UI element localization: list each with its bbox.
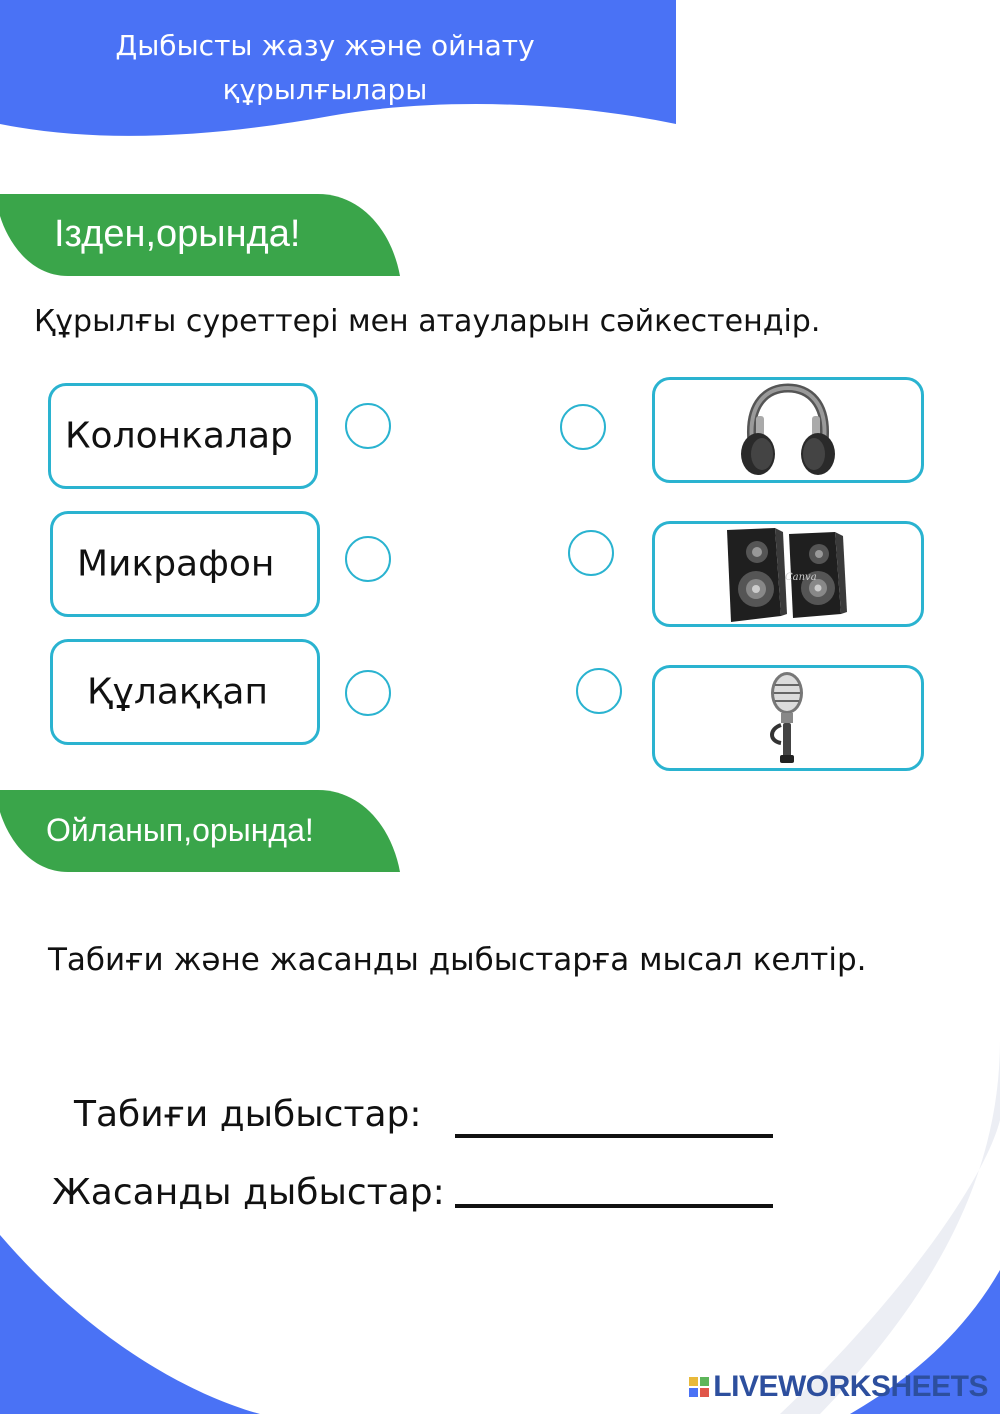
brand-name: LIVEWORKSHEETS (713, 1370, 988, 1403)
word-card-microphone[interactable] (50, 511, 320, 617)
brand-logo-icon (689, 1377, 709, 1397)
word-card-speakers[interactable] (48, 383, 318, 489)
page-title-line-1: Дыбысты жазу және ойнату (115, 29, 535, 62)
natural-sounds-label: Табиғи дыбыстар: (74, 1094, 422, 1135)
image-card-speakers[interactable] (652, 521, 924, 627)
microphone-icon (763, 669, 813, 767)
natural-sounds-answer-line[interactable] (455, 1134, 773, 1138)
section-tag-think: Ойланып,орында! (46, 812, 314, 848)
match-dot-left-2[interactable] (345, 536, 391, 582)
matching-instruction: Құрылғы суреттері мен атауларын сәйкестендір. (34, 304, 821, 339)
word-label: Колонкалар (65, 415, 293, 457)
word-label: Құлаққап (87, 671, 269, 713)
match-dot-right-2[interactable] (568, 530, 614, 576)
canva-watermark: Canva (785, 572, 817, 583)
image-card-headphones[interactable] (652, 377, 924, 483)
page-title-line-2: құрылғылары (222, 73, 428, 106)
bottom-swoosh-blue (0, 1235, 260, 1414)
match-dot-right-1[interactable] (560, 404, 606, 450)
match-dot-left-3[interactable] (345, 670, 391, 716)
artificial-sounds-label: Жасанды дыбыстар: (52, 1172, 445, 1213)
artificial-sounds-answer-line[interactable] (455, 1204, 773, 1208)
liveworksheets-logo (689, 1370, 988, 1404)
header-banner (0, 0, 676, 136)
match-dot-left-1[interactable] (345, 403, 391, 449)
word-card-headphones[interactable] (50, 639, 320, 745)
word-label: Микрафон (77, 543, 275, 585)
speakers-icon (723, 524, 853, 624)
headphones-icon (738, 382, 838, 478)
match-dot-right-3[interactable] (576, 668, 622, 714)
section-tag-search: Ізден,орында! (54, 213, 301, 255)
examples-instruction: Табиғи және жасанды дыбыстарға мысал келтір. (48, 942, 867, 978)
image-card-microphone[interactable] (652, 665, 924, 771)
